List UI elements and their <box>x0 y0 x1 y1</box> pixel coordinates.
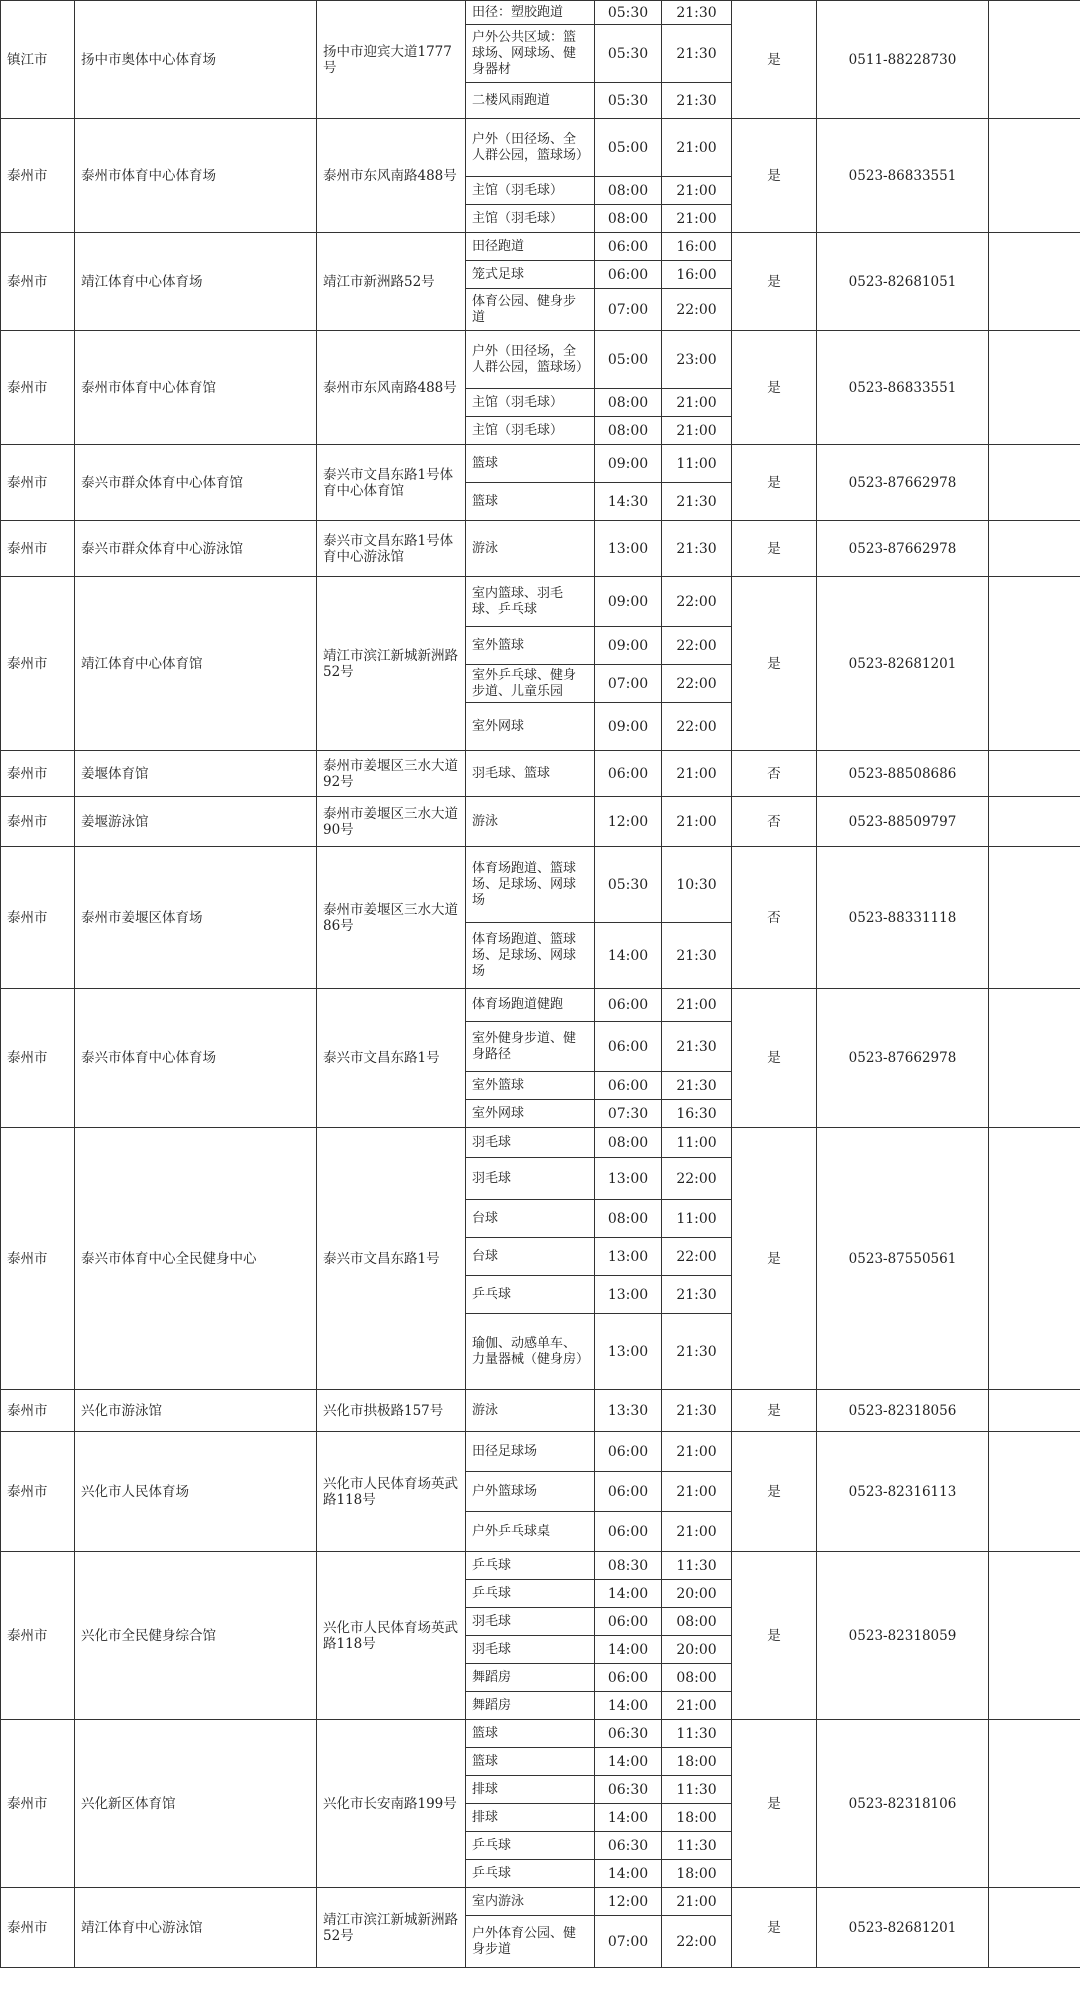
phone-cell: 0511-88228730 <box>817 1 989 119</box>
close-time-cell: 21:00 <box>662 1692 732 1720</box>
close-time-cell: 11:00 <box>662 445 732 483</box>
close-time-cell: 21:30 <box>662 1022 732 1072</box>
open-time-cell: 06:00 <box>595 1472 662 1512</box>
facility-item-cell: 田径：塑胶跑道 <box>466 1 595 25</box>
open-time-cell: 13:00 <box>595 1238 662 1276</box>
facility-item-cell: 乒乓球 <box>466 1276 595 1314</box>
note-cell <box>989 847 1080 989</box>
facility-item-cell: 田径足球场 <box>466 1432 595 1472</box>
table-row <box>1 1888 1080 1916</box>
open-time-cell: 14:00 <box>595 1748 662 1776</box>
open-time-cell: 09:00 <box>595 627 662 665</box>
venue-name-cell: 泰兴市体育中心体育场 <box>75 989 317 1128</box>
address-cell: 泰州市姜堰区三水大道92号 <box>317 751 466 797</box>
open-time-cell: 05:00 <box>595 331 662 389</box>
facility-item-cell: 游泳 <box>466 521 595 577</box>
close-time-cell: 11:30 <box>662 1832 732 1860</box>
venue-name-cell: 泰兴市体育中心全民健身中心 <box>75 1128 317 1390</box>
phone-cell: 0523-88331118 <box>817 847 989 989</box>
facility-item-cell: 室内篮球、羽毛球、乒乓球 <box>466 577 595 627</box>
free-open-cell: 是 <box>732 1128 817 1390</box>
note-cell <box>989 1390 1080 1432</box>
open-time-cell: 07:00 <box>595 665 662 703</box>
venue-name-cell: 兴化市游泳馆 <box>75 1390 317 1432</box>
open-time-cell: 13:30 <box>595 1390 662 1432</box>
close-time-cell: 20:00 <box>662 1636 732 1664</box>
open-time-cell: 06:00 <box>595 1072 662 1100</box>
close-time-cell: 22:00 <box>662 1916 732 1968</box>
city-cell: 泰州市 <box>1 1128 75 1390</box>
close-time-cell: 16:00 <box>662 261 732 289</box>
phone-cell: 0523-86833551 <box>817 331 989 445</box>
close-time-cell: 21:00 <box>662 1432 732 1472</box>
facility-item-cell: 体育场跑道、篮球场、足球场、网球场 <box>466 847 595 923</box>
free-open-cell: 是 <box>732 331 817 445</box>
close-time-cell: 11:30 <box>662 1720 732 1748</box>
phone-cell: 0523-88509797 <box>817 797 989 847</box>
city-cell: 泰州市 <box>1 445 75 521</box>
address-cell: 泰州市东风南路488号 <box>317 331 466 445</box>
free-open-cell: 是 <box>732 1 817 119</box>
close-time-cell: 21:00 <box>662 1512 732 1552</box>
free-open-cell: 是 <box>732 989 817 1128</box>
phone-cell: 0523-87550561 <box>817 1128 989 1390</box>
close-time-cell: 08:00 <box>662 1608 732 1636</box>
venue-name-cell: 泰州市体育中心体育馆 <box>75 331 317 445</box>
open-time-cell: 05:30 <box>595 847 662 923</box>
address-cell: 泰州市姜堰区三水大道90号 <box>317 797 466 847</box>
free-open-cell: 是 <box>732 445 817 521</box>
open-time-cell: 08:30 <box>595 1552 662 1580</box>
open-time-cell: 13:00 <box>595 1158 662 1200</box>
note-cell <box>989 445 1080 521</box>
table-row <box>1 445 1080 483</box>
facility-item-cell: 羽毛球、篮球 <box>466 751 595 797</box>
phone-cell: 0523-82318059 <box>817 1552 989 1720</box>
facility-item-cell: 羽毛球 <box>466 1128 595 1158</box>
free-open-cell: 是 <box>732 233 817 331</box>
phone-cell: 0523-87662978 <box>817 521 989 577</box>
table-row <box>1 119 1080 177</box>
close-time-cell: 21:00 <box>662 1888 732 1916</box>
facility-item-cell: 室外篮球 <box>466 627 595 665</box>
note-cell <box>989 1432 1080 1552</box>
facility-item-cell: 体育场跑道、篮球场、足球场、网球场 <box>466 923 595 989</box>
close-time-cell: 22:00 <box>662 577 732 627</box>
close-time-cell: 16:30 <box>662 1100 732 1128</box>
facility-item-cell: 户外（田径场、全人群公园，篮球场） <box>466 119 595 177</box>
address-cell: 靖江市滨江新城新洲路52号 <box>317 1888 466 1968</box>
phone-cell: 0523-82316113 <box>817 1432 989 1552</box>
close-time-cell: 21:00 <box>662 417 732 445</box>
facility-item-cell: 室外乒乓球、健身步道、儿童乐园 <box>466 665 595 703</box>
close-time-cell: 20:00 <box>662 1580 732 1608</box>
address-cell: 靖江市新洲路52号 <box>317 233 466 331</box>
facility-item-cell: 主馆（羽毛球） <box>466 389 595 417</box>
close-time-cell: 21:30 <box>662 1072 732 1100</box>
venue-name-cell: 兴化市人民体育场 <box>75 1432 317 1552</box>
facility-item-cell: 排球 <box>466 1804 595 1832</box>
close-time-cell: 21:30 <box>662 25 732 83</box>
facility-item-cell: 室外网球 <box>466 1100 595 1128</box>
phone-cell: 0523-87662978 <box>817 445 989 521</box>
phone-cell: 0523-82318106 <box>817 1720 989 1888</box>
city-cell: 泰州市 <box>1 797 75 847</box>
facility-item-cell: 体育场跑道健跑 <box>466 989 595 1022</box>
note-cell <box>989 331 1080 445</box>
open-time-cell: 09:00 <box>595 577 662 627</box>
venue-name-cell: 兴化新区体育馆 <box>75 1720 317 1888</box>
venue-name-cell: 扬中市奥体中心体育场 <box>75 1 317 119</box>
close-time-cell: 21:30 <box>662 1276 732 1314</box>
close-time-cell: 16:00 <box>662 233 732 261</box>
open-time-cell: 06:30 <box>595 1832 662 1860</box>
open-time-cell: 06:00 <box>595 1664 662 1692</box>
close-time-cell: 18:00 <box>662 1804 732 1832</box>
note-cell <box>989 1888 1080 1968</box>
facility-item-cell: 户外乒乓球桌 <box>466 1512 595 1552</box>
note-cell <box>989 1 1080 119</box>
close-time-cell: 22:00 <box>662 289 732 331</box>
close-time-cell: 21:30 <box>662 1 732 25</box>
facility-item-cell: 篮球 <box>466 1720 595 1748</box>
note-cell <box>989 797 1080 847</box>
close-time-cell: 11:30 <box>662 1776 732 1804</box>
city-cell: 泰州市 <box>1 233 75 331</box>
venue-table-body <box>1 1 1080 1968</box>
note-cell <box>989 577 1080 751</box>
open-time-cell: 07:00 <box>595 1916 662 1968</box>
address-cell: 泰兴市文昌东路1号体育中心体育馆 <box>317 445 466 521</box>
close-time-cell: 22:00 <box>662 703 732 751</box>
close-time-cell: 11:00 <box>662 1200 732 1238</box>
table-row <box>1 331 1080 389</box>
facility-item-cell: 乒乓球 <box>466 1832 595 1860</box>
close-time-cell: 21:00 <box>662 797 732 847</box>
phone-cell: 0523-87662978 <box>817 989 989 1128</box>
open-time-cell: 09:00 <box>595 703 662 751</box>
facility-item-cell: 乒乓球 <box>466 1552 595 1580</box>
facility-item-cell: 主馆（羽毛球） <box>466 177 595 205</box>
close-time-cell: 21:00 <box>662 119 732 177</box>
city-cell: 泰州市 <box>1 577 75 751</box>
open-time-cell: 14:00 <box>595 1860 662 1888</box>
table-row <box>1 751 1080 797</box>
address-cell: 兴化市长安南路199号 <box>317 1720 466 1888</box>
free-open-cell: 否 <box>732 751 817 797</box>
facility-item-cell: 笼式足球 <box>466 261 595 289</box>
venue-name-cell: 靖江体育中心体育场 <box>75 233 317 331</box>
open-time-cell: 08:00 <box>595 417 662 445</box>
open-time-cell: 13:00 <box>595 1276 662 1314</box>
address-cell: 兴化市人民体育场英武路118号 <box>317 1552 466 1720</box>
address-cell: 兴化市人民体育场英武路118号 <box>317 1432 466 1552</box>
open-time-cell: 08:00 <box>595 389 662 417</box>
phone-cell: 0523-82681201 <box>817 1888 989 1968</box>
facility-item-cell: 舞蹈房 <box>466 1664 595 1692</box>
facility-item-cell: 户外（田径场，全人群公园，篮球场） <box>466 331 595 389</box>
open-time-cell: 14:30 <box>595 483 662 521</box>
phone-cell: 0523-82681201 <box>817 577 989 751</box>
city-cell: 泰州市 <box>1 1888 75 1968</box>
venue-name-cell: 姜堰体育馆 <box>75 751 317 797</box>
phone-cell: 0523-82681051 <box>817 233 989 331</box>
note-cell <box>989 989 1080 1128</box>
close-time-cell: 21:00 <box>662 389 732 417</box>
open-time-cell: 08:00 <box>595 205 662 233</box>
city-cell: 泰州市 <box>1 331 75 445</box>
facility-item-cell: 户外公共区域：篮球场、网球场、健身器材 <box>466 25 595 83</box>
facility-item-cell: 室外篮球 <box>466 1072 595 1100</box>
open-time-cell: 06:00 <box>595 1512 662 1552</box>
note-cell <box>989 751 1080 797</box>
table-row <box>1 521 1080 577</box>
open-time-cell: 06:00 <box>595 1022 662 1072</box>
open-time-cell: 08:00 <box>595 1200 662 1238</box>
open-time-cell: 12:00 <box>595 1888 662 1916</box>
close-time-cell: 21:00 <box>662 205 732 233</box>
open-time-cell: 07:00 <box>595 289 662 331</box>
open-time-cell: 05:30 <box>595 83 662 119</box>
close-time-cell: 21:00 <box>662 751 732 797</box>
free-open-cell: 否 <box>732 847 817 989</box>
address-cell: 兴化市拱极路157号 <box>317 1390 466 1432</box>
facility-item-cell: 室外健身步道、健身路径 <box>466 1022 595 1072</box>
free-open-cell: 是 <box>732 1390 817 1432</box>
facility-item-cell: 二楼风雨跑道 <box>466 83 595 119</box>
close-time-cell: 18:00 <box>662 1748 732 1776</box>
facility-item-cell: 室外网球 <box>466 703 595 751</box>
facility-item-cell: 台球 <box>466 1200 595 1238</box>
venue-name-cell: 泰州市姜堰区体育场 <box>75 847 317 989</box>
close-time-cell: 08:00 <box>662 1664 732 1692</box>
facility-item-cell: 乒乓球 <box>466 1860 595 1888</box>
facility-item-cell: 游泳 <box>466 1390 595 1432</box>
open-time-cell: 14:00 <box>595 1636 662 1664</box>
address-cell: 泰兴市文昌东路1号 <box>317 989 466 1128</box>
phone-cell: 0523-88508686 <box>817 751 989 797</box>
table-row <box>1 797 1080 847</box>
free-open-cell: 否 <box>732 797 817 847</box>
city-cell: 泰州市 <box>1 521 75 577</box>
facility-item-cell: 户外体育公园、健身步道 <box>466 1916 595 1968</box>
open-time-cell: 13:00 <box>595 521 662 577</box>
facility-item-cell: 游泳 <box>466 797 595 847</box>
close-time-cell: 22:00 <box>662 1238 732 1276</box>
free-open-cell: 是 <box>732 1552 817 1720</box>
table-row <box>1 1720 1080 1748</box>
open-time-cell: 14:00 <box>595 1692 662 1720</box>
free-open-cell: 是 <box>732 119 817 233</box>
city-cell: 泰州市 <box>1 1390 75 1432</box>
note-cell <box>989 1720 1080 1888</box>
close-time-cell: 21:00 <box>662 1472 732 1512</box>
table-row <box>1 1128 1080 1158</box>
venue-name-cell: 泰兴市群众体育中心体育馆 <box>75 445 317 521</box>
facility-item-cell: 田径跑道 <box>466 233 595 261</box>
close-time-cell: 21:00 <box>662 177 732 205</box>
close-time-cell: 21:30 <box>662 1390 732 1432</box>
open-time-cell: 07:30 <box>595 1100 662 1128</box>
facility-item-cell: 羽毛球 <box>466 1158 595 1200</box>
city-cell: 泰州市 <box>1 751 75 797</box>
table-row <box>1 847 1080 923</box>
phone-cell: 0523-82318056 <box>817 1390 989 1432</box>
venue-name-cell: 靖江体育中心体育馆 <box>75 577 317 751</box>
close-time-cell: 18:00 <box>662 1860 732 1888</box>
facility-item-cell: 羽毛球 <box>466 1608 595 1636</box>
table-row <box>1 989 1080 1022</box>
facility-item-cell: 体育公园、健身步道 <box>466 289 595 331</box>
facility-item-cell: 乒乓球 <box>466 1580 595 1608</box>
facility-item-cell: 篮球 <box>466 483 595 521</box>
venue-name-cell: 姜堰游泳馆 <box>75 797 317 847</box>
open-time-cell: 05:00 <box>595 119 662 177</box>
venue-name-cell: 靖江体育中心游泳馆 <box>75 1888 317 1968</box>
table-row <box>1 577 1080 627</box>
facility-item-cell: 舞蹈房 <box>466 1692 595 1720</box>
note-cell <box>989 1552 1080 1720</box>
city-cell: 泰州市 <box>1 847 75 989</box>
facility-item-cell: 瑜伽、动感单车、力量器械（健身房） <box>466 1314 595 1390</box>
facility-item-cell: 室内游泳 <box>466 1888 595 1916</box>
address-cell: 泰兴市文昌东路1号体育中心游泳馆 <box>317 521 466 577</box>
note-cell <box>989 233 1080 331</box>
close-time-cell: 11:30 <box>662 1552 732 1580</box>
close-time-cell: 11:00 <box>662 1128 732 1158</box>
venue-name-cell: 泰州市体育中心体育场 <box>75 119 317 233</box>
city-cell: 镇江市 <box>1 1 75 119</box>
address-cell: 泰兴市文昌东路1号 <box>317 1128 466 1390</box>
city-cell: 泰州市 <box>1 1720 75 1888</box>
city-cell: 泰州市 <box>1 119 75 233</box>
open-time-cell: 14:00 <box>595 1804 662 1832</box>
free-open-cell: 是 <box>732 577 817 751</box>
close-time-cell: 22:00 <box>662 665 732 703</box>
close-time-cell: 22:00 <box>662 627 732 665</box>
close-time-cell: 21:30 <box>662 1314 732 1390</box>
open-time-cell: 06:30 <box>595 1776 662 1804</box>
venue-name-cell: 兴化市全民健身综合馆 <box>75 1552 317 1720</box>
free-open-cell: 是 <box>732 1432 817 1552</box>
close-time-cell: 21:00 <box>662 989 732 1022</box>
address-cell: 泰州市姜堰区三水大道86号 <box>317 847 466 989</box>
table-row <box>1 1552 1080 1580</box>
close-time-cell: 22:00 <box>662 1158 732 1200</box>
facility-item-cell: 主馆（羽毛球） <box>466 205 595 233</box>
open-time-cell: 06:00 <box>595 233 662 261</box>
facility-item-cell: 篮球 <box>466 1748 595 1776</box>
open-time-cell: 08:00 <box>595 177 662 205</box>
close-time-cell: 23:00 <box>662 331 732 389</box>
address-cell: 泰州市东风南路488号 <box>317 119 466 233</box>
note-cell <box>989 521 1080 577</box>
city-cell: 泰州市 <box>1 989 75 1128</box>
phone-cell: 0523-86833551 <box>817 119 989 233</box>
close-time-cell: 21:30 <box>662 83 732 119</box>
open-time-cell: 09:00 <box>595 445 662 483</box>
open-time-cell: 06:00 <box>595 1608 662 1636</box>
free-open-cell: 是 <box>732 1888 817 1968</box>
open-time-cell: 06:00 <box>595 751 662 797</box>
city-cell: 泰州市 <box>1 1552 75 1720</box>
note-cell <box>989 1128 1080 1390</box>
close-time-cell: 21:30 <box>662 923 732 989</box>
facility-item-cell: 羽毛球 <box>466 1636 595 1664</box>
open-time-cell: 14:00 <box>595 1580 662 1608</box>
open-time-cell: 08:00 <box>595 1128 662 1158</box>
close-time-cell: 21:30 <box>662 483 732 521</box>
close-time-cell: 10:30 <box>662 847 732 923</box>
facility-item-cell: 台球 <box>466 1238 595 1276</box>
open-time-cell: 05:30 <box>595 25 662 83</box>
address-cell: 扬中市迎宾大道1777号 <box>317 1 466 119</box>
table-row <box>1 1390 1080 1432</box>
open-time-cell: 06:00 <box>595 1432 662 1472</box>
city-cell: 泰州市 <box>1 1432 75 1552</box>
open-time-cell: 14:00 <box>595 923 662 989</box>
table-row <box>1 1 1080 25</box>
open-time-cell: 06:00 <box>595 261 662 289</box>
venue-name-cell: 泰兴市群众体育中心游泳馆 <box>75 521 317 577</box>
free-open-cell: 是 <box>732 1720 817 1888</box>
open-time-cell: 05:30 <box>595 1 662 25</box>
facility-item-cell: 主馆（羽毛球） <box>466 417 595 445</box>
open-time-cell: 12:00 <box>595 797 662 847</box>
free-open-cell: 是 <box>732 521 817 577</box>
table-row <box>1 233 1080 261</box>
note-cell <box>989 119 1080 233</box>
address-cell: 靖江市滨江新城新洲路52号 <box>317 577 466 751</box>
facility-item-cell: 篮球 <box>466 445 595 483</box>
facility-item-cell: 户外篮球场 <box>466 1472 595 1512</box>
open-time-cell: 06:00 <box>595 989 662 1022</box>
open-time-cell: 06:30 <box>595 1720 662 1748</box>
facility-item-cell: 排球 <box>466 1776 595 1804</box>
close-time-cell: 21:30 <box>662 521 732 577</box>
table-row <box>1 1432 1080 1472</box>
open-time-cell: 13:00 <box>595 1314 662 1390</box>
